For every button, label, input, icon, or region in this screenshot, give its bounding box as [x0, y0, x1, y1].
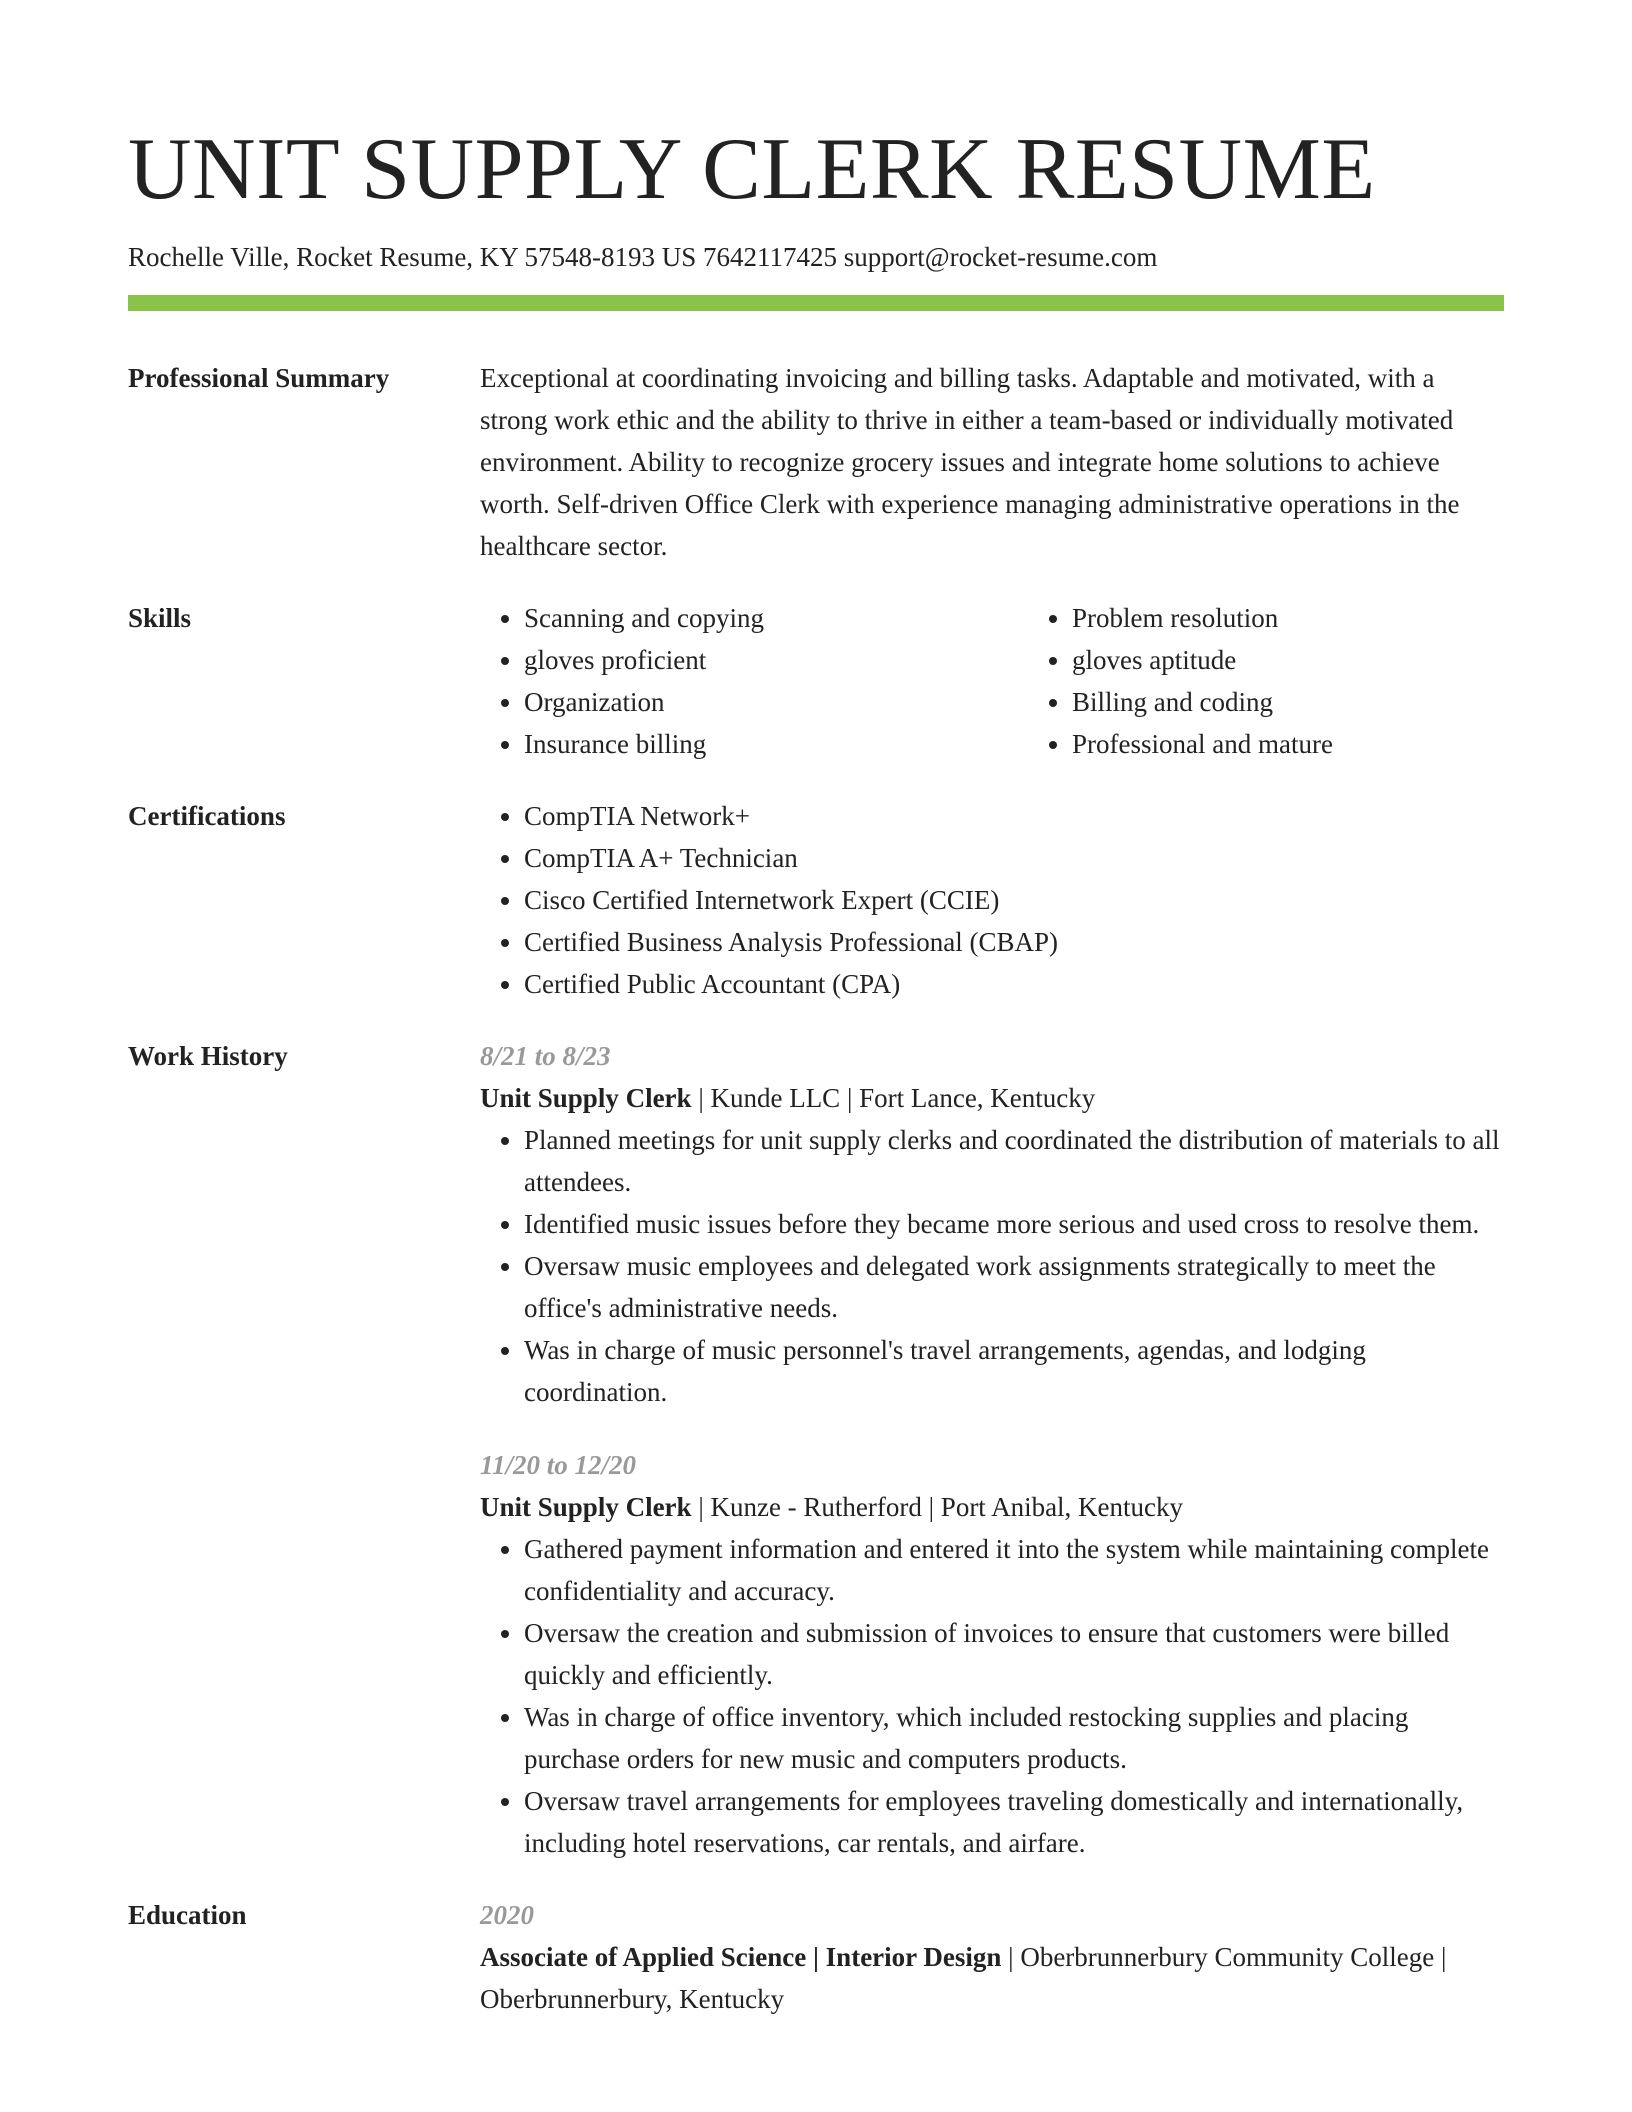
- job-bullet: • Was in charge of music personnel's travel arrangements, agendas, and lodging coordination.: [524, 1329, 1504, 1413]
- job-entry: [480, 1035, 1504, 1413]
- job-title: Unit Supply Clerk: [480, 1083, 692, 1113]
- skill-item: • Problem resolution: [1072, 597, 1576, 639]
- certification-item: • Certified Public Accountant (CPA): [524, 963, 1504, 1005]
- job-heading: [480, 1486, 1504, 1528]
- certification-item: • Cisco Certified Internetwork Expert (CCIE): [524, 879, 1504, 921]
- certifications-list: [480, 795, 1504, 1005]
- education-section: [128, 1894, 1504, 2020]
- job-heading: [480, 1077, 1504, 1119]
- job-date: 11/20 to 12/20: [480, 1450, 637, 1480]
- education-details: | Oberbrunnerbury Community College | Oberbrunnerbury, Kentucky: [480, 1942, 1447, 2014]
- skill-item: • gloves proficient: [524, 639, 1028, 681]
- job-bullet: • Identified music issues before they became more serious and used cross to resolve them.: [524, 1203, 1504, 1245]
- job-title: Unit Supply Clerk: [480, 1492, 692, 1522]
- job-bullet: • Oversaw music employees and delegated work assignments strategically to meet the office's administrative needs.: [524, 1245, 1504, 1329]
- job-date: 8/21 to 8/23: [480, 1041, 611, 1071]
- skill-item: • Scanning and copying: [524, 597, 1028, 639]
- skill-item: • gloves aptitude: [1072, 639, 1576, 681]
- skills-content: [480, 597, 1576, 765]
- skill-item: • Insurance billing: [524, 723, 1028, 765]
- resume-title: UNIT SUPPLY CLERK RESUME: [128, 121, 1376, 218]
- job-bullets: [480, 1119, 1504, 1413]
- skills-list-col2: [1028, 597, 1576, 765]
- job-bullet: • Oversaw travel arrangements for employees traveling domestically and internationally, including hotel reservations, car rentals, and airfare.: [524, 1780, 1504, 1864]
- education-date: 2020: [480, 1900, 534, 1930]
- summary-section: [128, 357, 1504, 567]
- job-entry: [480, 1444, 1504, 1864]
- job-details: | Kunze - Rutherford | Port Anibal, Kentucky: [691, 1492, 1184, 1522]
- job-bullet: • Planned meetings for unit supply clerks and coordinated the distribution of materials to all attendees.: [524, 1119, 1504, 1203]
- skills-list-col1: [480, 597, 1028, 765]
- certification-item: • Certified Business Analysis Professional (CBAP): [524, 921, 1504, 963]
- job-bullet: • Gathered payment information and entered it into the system while maintaining complete confidentiality and accuracy.: [524, 1528, 1504, 1612]
- skills-section: [128, 597, 1504, 765]
- skill-item: • Billing and coding: [1072, 681, 1576, 723]
- certification-item: • CompTIA A+ Technician: [524, 837, 1504, 879]
- job-bullet: • Was in charge of office inventory, which included restocking supplies and placing purchase orders for new music and computers products.: [524, 1696, 1504, 1780]
- work-history-section: [128, 1035, 1504, 1864]
- skill-item: • Professional and mature: [1072, 723, 1576, 765]
- certification-item: • CompTIA Network+: [524, 795, 1504, 837]
- summary-text: Exceptional at coordinating invoicing and billing tasks. Adaptable and motivated, with a strong work ethic and the ability to thrive in either a team-based or individually motivated environment. Ability to recognize grocery issues and integrate home solutions to achieve worth. Self-driven Office Clerk with experience managing administrative operations in the healthcare sector.: [480, 363, 1460, 561]
- work-history-content: [480, 1035, 1504, 1864]
- education-label: Education: [128, 1900, 247, 1930]
- job-details: | Kunde LLC | Fort Lance, Kentucky: [691, 1083, 1096, 1113]
- education-content: [480, 1894, 1504, 2020]
- job-bullets: [480, 1528, 1504, 1864]
- work-history-label: Work History: [128, 1041, 288, 1071]
- summary-label: Professional Summary: [128, 363, 390, 393]
- certifications-content: [480, 795, 1504, 1005]
- job-bullet: • Oversaw the creation and submission of invoices to ensure that customers were billed quickly and efficiently.: [524, 1612, 1504, 1696]
- contact-line: Rochelle Ville, Rocket Resume, KY 57548-8193 US 7642117425 support@rocket-resume.com: [128, 242, 1158, 272]
- skills-label: Skills: [128, 603, 192, 633]
- certifications-section: [128, 795, 1504, 1005]
- summary-content: [480, 357, 1504, 567]
- education-heading: [480, 1936, 1504, 2020]
- header-divider: [128, 295, 1504, 311]
- skill-item: • Organization: [524, 681, 1028, 723]
- education-degree: Associate of Applied Science | Interior Design: [480, 1942, 1002, 1972]
- certifications-label: Certifications: [128, 801, 286, 831]
